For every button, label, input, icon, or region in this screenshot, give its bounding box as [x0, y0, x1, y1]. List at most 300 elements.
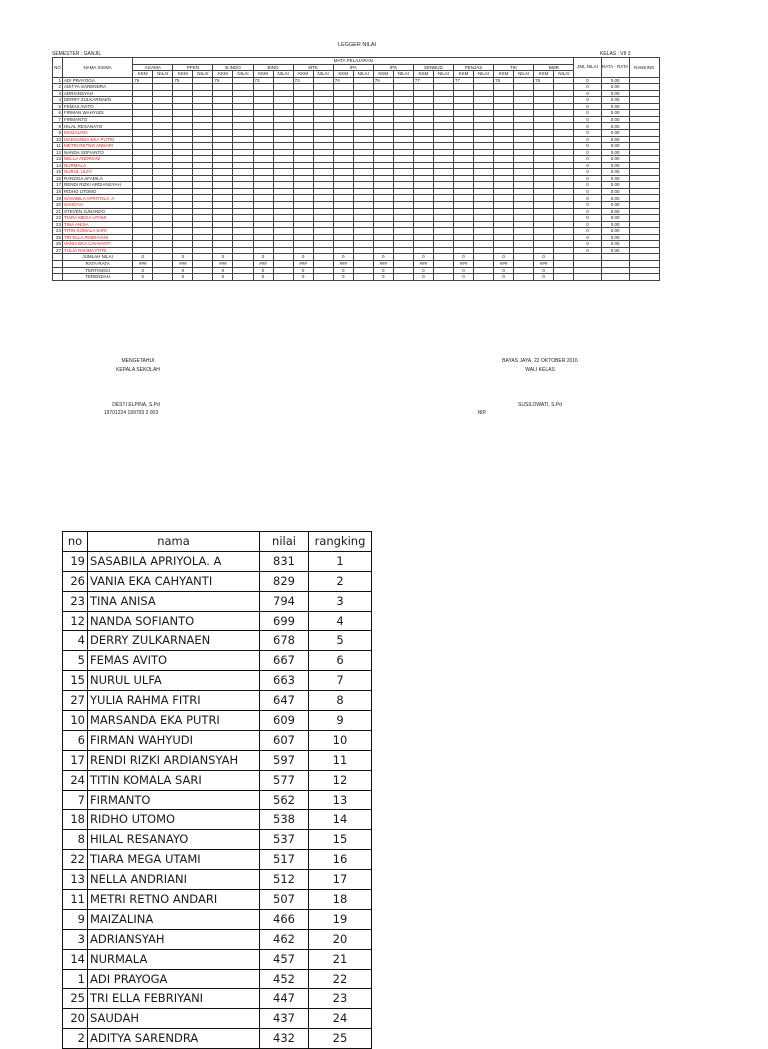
summary-value: 0	[453, 274, 473, 281]
nilai-header: NILAI	[433, 71, 453, 78]
rata-rata-cell: 0.00	[601, 202, 629, 209]
rank-rangking: 1	[309, 551, 372, 571]
summary-empty	[153, 274, 173, 281]
rata-rata-cell: 0.00	[601, 97, 629, 104]
jml-nilai-cell: 0	[574, 169, 601, 176]
summary-empty	[193, 274, 213, 281]
rank-name: RENDI RIZKI ARDIANSYAH	[88, 750, 260, 770]
rank-name: FIRMANTO	[88, 790, 260, 810]
table-row	[63, 691, 372, 711]
ranking-table	[62, 531, 372, 1049]
rank-no: 17	[63, 750, 88, 770]
rank-nilai: 538	[260, 810, 309, 830]
student-name: NELLA ANDRIANI	[63, 156, 133, 163]
rank-no: 24	[63, 770, 88, 790]
jml-nilai-cell: 0	[574, 90, 601, 97]
student-name: SAUDAH	[63, 202, 133, 209]
summary-value: ###	[453, 260, 473, 267]
student-no: 9	[53, 130, 63, 137]
student-name: TRI ELLA FEBRIYANI	[63, 234, 133, 241]
rank-rangking: 17	[309, 870, 372, 890]
jml-nilai-cell: 0	[574, 84, 601, 91]
rank-name: ADITYA SARENDRA	[88, 1029, 260, 1049]
jml-nilai-cell: 0	[574, 123, 601, 130]
rank-nilai: 507	[260, 890, 309, 910]
student-no: 7	[53, 116, 63, 123]
rank-no: 10	[63, 711, 88, 731]
rank-no: 1	[63, 969, 88, 989]
rank-rangking: 13	[309, 790, 372, 810]
subject-header: B.INDO	[213, 64, 253, 71]
table-row	[63, 611, 372, 631]
student-no: 8	[53, 123, 63, 130]
student-no: 22	[53, 215, 63, 222]
rata-rata-cell: 0.00	[601, 84, 629, 91]
rank-name: SAUDAH	[88, 1009, 260, 1029]
summary-value: 0	[453, 267, 473, 274]
rank-rangking: 3	[309, 591, 372, 611]
table-row	[63, 631, 372, 651]
rank-no: 18	[63, 810, 88, 830]
rank-no: 15	[63, 671, 88, 691]
rank-rangking: 14	[309, 810, 372, 830]
rank-nilai: 437	[260, 1009, 309, 1029]
signature-left-nip: 19701224 199703 2 003	[103, 410, 159, 416]
rank-name: FEMAS AVITO	[88, 651, 260, 671]
summary-value: 0	[494, 267, 514, 274]
rata-rata-cell: 0.00	[601, 90, 629, 97]
summary-label: RATA-RATA	[63, 260, 133, 267]
rank-no: 6	[63, 730, 88, 750]
rank-name: SASABILA APRIYOLA. A	[88, 551, 260, 571]
rata-rata-cell: 0.00	[601, 215, 629, 222]
rank-no: 2	[63, 1029, 88, 1049]
rata-rata-cell: 0.00	[601, 188, 629, 195]
nilai-header: NILAI	[233, 71, 253, 78]
summary-value: 0	[173, 267, 193, 274]
rank-nilai: 537	[260, 830, 309, 850]
kkm-cell: 77	[413, 77, 433, 84]
summary-value: 0	[293, 254, 313, 261]
rank-rangking: 19	[309, 909, 372, 929]
student-no: 27	[53, 247, 63, 254]
rata-rata-cell: 0.00	[601, 110, 629, 117]
summary-value: 0	[133, 267, 153, 274]
kkm-cell: 73	[293, 77, 313, 84]
legger-table	[52, 57, 660, 281]
nilai-header: NILAI	[273, 71, 293, 78]
table-row	[63, 790, 372, 810]
kkm-cell: 75	[173, 77, 193, 84]
student-name: MAIZALINA	[63, 130, 133, 137]
jml-nilai-cell: 0	[574, 202, 601, 209]
summary-value: 0	[213, 254, 233, 261]
rank-nilai: 457	[260, 949, 309, 969]
rank-no: 7	[63, 790, 88, 810]
student-no: 19	[53, 195, 63, 202]
rank-no: 23	[63, 591, 88, 611]
rank-rangking: 23	[309, 989, 372, 1009]
student-no: 23	[53, 221, 63, 228]
jml-nilai-cell: 0	[574, 195, 601, 202]
subject-header: MTK	[293, 64, 333, 71]
rank-name: YULIA RAHMA FITRI	[88, 691, 260, 711]
summary-empty	[574, 274, 601, 281]
summary-empty	[629, 274, 659, 281]
summary-value: 0	[213, 267, 233, 274]
kkm-header: KKM	[413, 71, 433, 78]
jml-nilai-cell: 0	[574, 221, 601, 228]
rank-nilai: 667	[260, 651, 309, 671]
table-row	[63, 989, 372, 1009]
rank-nilai: 462	[260, 929, 309, 949]
student-no: 6	[53, 110, 63, 117]
col-header-mata-pelajaran: MATA PELAJARAN	[133, 58, 574, 65]
rank-no: 11	[63, 890, 88, 910]
student-no: 20	[53, 202, 63, 209]
rank-no: 14	[63, 949, 88, 969]
student-name: NURUL ULFA	[63, 169, 133, 176]
rata-rata-cell: 0.00	[601, 149, 629, 156]
rank-nilai: 432	[260, 1029, 309, 1049]
rank-no: 26	[63, 571, 88, 591]
rata-rata-cell: 0.00	[601, 208, 629, 215]
student-name: TITIN KOMALA SARI	[63, 228, 133, 235]
subject-header: PPKN	[173, 64, 213, 71]
summary-value: ###	[253, 260, 273, 267]
table-row	[63, 671, 372, 691]
summary-value: 0	[133, 274, 153, 281]
student-no: 14	[53, 162, 63, 169]
student-name: STEVEN JUNANDO	[63, 208, 133, 215]
summary-value: 0	[413, 274, 433, 281]
rata-rata-cell: 0.00	[601, 195, 629, 202]
summary-value: ###	[494, 260, 514, 267]
student-name: MARSANDA EKA PUTRI	[63, 136, 133, 143]
rank-name: TINA ANISA	[88, 591, 260, 611]
jml-nilai-cell: 0	[574, 208, 601, 215]
rank-name: NELLA ANDRIANI	[88, 870, 260, 890]
rank-rangking: 12	[309, 770, 372, 790]
kkm-header: KKM	[494, 71, 514, 78]
jml-nilai-cell: 0	[574, 149, 601, 156]
kkm-header: KKM	[333, 71, 353, 78]
kkm-header: KKM	[213, 71, 233, 78]
rank-name: METRI RETNO ANDARI	[88, 890, 260, 910]
table-row	[63, 711, 372, 731]
rank-rangking: 7	[309, 671, 372, 691]
rata-rata-cell: 0.00	[601, 234, 629, 241]
rank-nilai: 663	[260, 671, 309, 691]
table-row	[63, 571, 372, 591]
student-name: NURMALA	[63, 162, 133, 169]
nilai-header: NILAI	[153, 71, 173, 78]
summary-value: ###	[213, 260, 233, 267]
summary-value: 0	[253, 267, 273, 274]
rata-rata-cell: 0.00	[601, 241, 629, 248]
signature-right-line2: WALI KELAS	[525, 367, 555, 373]
table-row	[63, 1009, 372, 1029]
rata-rata-cell: 0.00	[601, 136, 629, 143]
student-name: ADITYA SARENDRA	[63, 84, 133, 91]
kkm-header: KKM	[293, 71, 313, 78]
rata-rata-cell: 0.00	[601, 116, 629, 123]
student-no: 2	[53, 84, 63, 91]
student-no: 25	[53, 234, 63, 241]
jml-nilai-cell: 0	[574, 215, 601, 222]
student-no: 16	[53, 175, 63, 182]
summary-value: ###	[413, 260, 433, 267]
rank-name: VANIA EKA CAHYANTI	[88, 571, 260, 591]
summary-value: 0	[133, 254, 153, 261]
summary-value: 0	[253, 274, 273, 281]
summary-value: 0	[173, 254, 193, 261]
student-name: DERRY ZULKARNAEN	[63, 97, 133, 104]
table-row	[63, 929, 372, 949]
rank-no: 4	[63, 631, 88, 651]
student-no: 10	[53, 136, 63, 143]
nilai-header: NILAI	[193, 71, 213, 78]
rank-rangking: 10	[309, 730, 372, 750]
subject-header: IPS	[373, 64, 413, 71]
subject-header: SENBUD	[413, 64, 453, 71]
summary-value: 0	[534, 267, 554, 274]
summary-value: 0	[453, 254, 473, 261]
student-no: 1	[53, 77, 63, 84]
signature-left-line1: MENGETAHUI	[121, 358, 155, 364]
table-row	[63, 909, 372, 929]
table-row	[63, 591, 372, 611]
rank-nilai: 577	[260, 770, 309, 790]
table-row	[63, 870, 372, 890]
rata-rata-cell: 0.00	[601, 143, 629, 150]
jml-nilai-cell: 0	[574, 136, 601, 143]
col-header-nama: NAMA SISWA	[63, 58, 133, 78]
student-name: VANIA EKA CAHYANTI	[63, 241, 133, 248]
summary-empty	[554, 274, 574, 281]
summary-empty	[393, 274, 413, 281]
rank-name: NURUL ULFA	[88, 671, 260, 691]
student-name: ADRIANSYAH	[63, 90, 133, 97]
rank-nilai: 678	[260, 631, 309, 651]
nilai-header: NILAI	[554, 71, 574, 78]
summary-empty	[353, 274, 373, 281]
rank-rangking: 6	[309, 651, 372, 671]
rata-rata-cell: 0.00	[601, 175, 629, 182]
rank-name: TITIN KOMALA SARI	[88, 770, 260, 790]
summary-value: 0	[534, 254, 554, 261]
summary-value: 0	[373, 254, 393, 261]
rank-header-nilai: nilai	[260, 532, 309, 552]
rank-nilai: 794	[260, 591, 309, 611]
rank-name: ADRIANSYAH	[88, 929, 260, 949]
kkm-header: KKM	[534, 71, 554, 78]
jml-nilai-cell: 0	[574, 247, 601, 254]
rank-nilai: 607	[260, 730, 309, 750]
student-name: FEMAS AVITO	[63, 103, 133, 110]
rank-rangking: 22	[309, 969, 372, 989]
student-name: YULIA RAHMA FITRI	[63, 247, 133, 254]
rank-no: 13	[63, 870, 88, 890]
kkm-cell: 75	[373, 77, 393, 84]
rank-rangking: 20	[309, 929, 372, 949]
signature-left-line2: KEPALA SEKOLAH	[116, 367, 160, 373]
student-name: TIARA MEGA UTAMI	[63, 215, 133, 222]
rank-rangking: 16	[309, 850, 372, 870]
table-row	[63, 1029, 372, 1049]
rank-name: NURMALA	[88, 949, 260, 969]
kkm-cell: 74	[333, 77, 353, 84]
jml-nilai-cell: 0	[574, 130, 601, 137]
rank-header-nama: nama	[88, 532, 260, 552]
rata-rata-cell: 0.00	[601, 247, 629, 254]
col-header-no: NO	[53, 58, 63, 78]
rank-name: ADI PRAYOGA	[88, 969, 260, 989]
rank-header-no: no	[63, 532, 88, 552]
table-row	[63, 830, 372, 850]
rank-rangking: 4	[309, 611, 372, 631]
rank-rangking: 15	[309, 830, 372, 850]
rank-rangking: 11	[309, 750, 372, 770]
student-no: 18	[53, 188, 63, 195]
student-name: METRI RETNO ANDARI	[63, 143, 133, 150]
kkm-cell: 75	[494, 77, 514, 84]
jml-nilai-cell: 0	[574, 162, 601, 169]
rank-name: FIRMAN WAHYUDI	[88, 730, 260, 750]
nilai-header: NILAI	[474, 71, 494, 78]
signature-left-name: DESTI ELPINA, S.Pd	[112, 402, 160, 408]
rank-name: TIARA MEGA UTAMI	[88, 850, 260, 870]
summary-value: 0	[333, 274, 353, 281]
student-name: RANGGA AFADILA	[63, 175, 133, 182]
rata-rata-cell: 0.00	[601, 123, 629, 130]
rank-rangking: 9	[309, 711, 372, 731]
student-name: FIRMAN WAHYUDI	[63, 110, 133, 117]
rank-name: NANDA SOFIANTO	[88, 611, 260, 631]
table-row	[63, 949, 372, 969]
jml-nilai-cell: 0	[574, 156, 601, 163]
nilai-header: NILAI	[393, 71, 413, 78]
jml-nilai-cell: 0	[574, 103, 601, 110]
rank-nilai: 466	[260, 909, 309, 929]
kkm-header: KKM	[373, 71, 393, 78]
rank-nilai: 447	[260, 989, 309, 1009]
rank-rangking: 18	[309, 890, 372, 910]
semester-label: SEMESTER : GANJIL	[52, 51, 102, 57]
rank-no: 12	[63, 611, 88, 631]
jml-nilai-cell: 0	[574, 97, 601, 104]
rank-no: 25	[63, 989, 88, 1009]
summary-value: 0	[494, 254, 514, 261]
student-name: NANDA SOFIANTO	[63, 149, 133, 156]
student-no: 15	[53, 169, 63, 176]
rank-rangking: 21	[309, 949, 372, 969]
student-name: HILAL RESANAYO	[63, 123, 133, 130]
student-no: 13	[53, 156, 63, 163]
rank-nilai: 562	[260, 790, 309, 810]
subject-header: TIK	[494, 64, 534, 71]
rank-no: 9	[63, 909, 88, 929]
nilai-header: NILAI	[353, 71, 373, 78]
kkm-header: KKM	[453, 71, 473, 78]
rank-nilai: 829	[260, 571, 309, 591]
table-row	[63, 810, 372, 830]
summary-value: 0	[293, 274, 313, 281]
rank-nilai: 517	[260, 850, 309, 870]
summary-row	[53, 274, 660, 281]
student-no: 11	[53, 143, 63, 150]
summary-label: TERENDAH	[63, 274, 133, 281]
summary-empty	[273, 274, 293, 281]
summary-value: 0	[253, 254, 273, 261]
rank-name: DERRY ZULKARNAEN	[88, 631, 260, 651]
summary-value: 0	[173, 274, 193, 281]
rank-no: 27	[63, 691, 88, 711]
rank-nilai: 699	[260, 611, 309, 631]
table-row	[63, 750, 372, 770]
summary-empty	[474, 274, 494, 281]
rank-no: 3	[63, 929, 88, 949]
nilai-header: NILAI	[313, 71, 333, 78]
student-no: 5	[53, 103, 63, 110]
kkm-header: KKM	[253, 71, 273, 78]
student-name: ADI PRAYOGA	[63, 77, 133, 84]
student-name: RENDI RIZKI ARDIANSYAH	[63, 182, 133, 189]
student-name: RIDHO UTOMO	[63, 188, 133, 195]
student-no: 3	[53, 90, 63, 97]
summary-value: 0	[213, 274, 233, 281]
rank-nilai: 512	[260, 870, 309, 890]
signature-right-name: SUSILOWATI, S.Pd	[518, 402, 562, 408]
jml-nilai-cell: 0	[574, 175, 601, 182]
rank-name: TRI ELLA FEBRIYANI	[88, 989, 260, 1009]
kkm-cell: 73	[253, 77, 273, 84]
summary-value: ###	[534, 260, 554, 267]
rank-rangking: 25	[309, 1029, 372, 1049]
summary-value: 0	[373, 274, 393, 281]
rank-rangking: 8	[309, 691, 372, 711]
rank-name: RIDHO UTOMO	[88, 810, 260, 830]
kelas-label: KELAS : VII 3	[600, 51, 631, 57]
summary-value: 0	[333, 267, 353, 274]
kkm-header: KKM	[133, 71, 153, 78]
student-no: 26	[53, 241, 63, 248]
subject-header: BMR	[534, 64, 574, 71]
summary-label: JUMLAH NILAI	[63, 254, 133, 261]
rank-nilai: 609	[260, 711, 309, 731]
summary-value: 0	[494, 274, 514, 281]
student-no: 4	[53, 97, 63, 104]
summary-value: ###	[293, 260, 313, 267]
rata-rata-cell: 0.00	[601, 182, 629, 189]
rank-nilai: 452	[260, 969, 309, 989]
col-header-ranking: RANKING	[629, 58, 659, 78]
kkm-cell: 76	[133, 77, 153, 84]
summary-value: ###	[173, 260, 193, 267]
rata-rata-cell: 0.00	[601, 228, 629, 235]
table-row	[63, 850, 372, 870]
summary-empty	[233, 274, 253, 281]
summary-value: 0	[333, 254, 353, 261]
jml-nilai-cell: 0	[574, 234, 601, 241]
rank-nilai: 831	[260, 551, 309, 571]
rata-rata-cell: 0.00	[601, 221, 629, 228]
rank-no: 19	[63, 551, 88, 571]
summary-value: ###	[373, 260, 393, 267]
student-name: FIRMANTO	[63, 116, 133, 123]
jml-nilai-cell: 0	[574, 143, 601, 150]
student-no: 24	[53, 228, 63, 235]
